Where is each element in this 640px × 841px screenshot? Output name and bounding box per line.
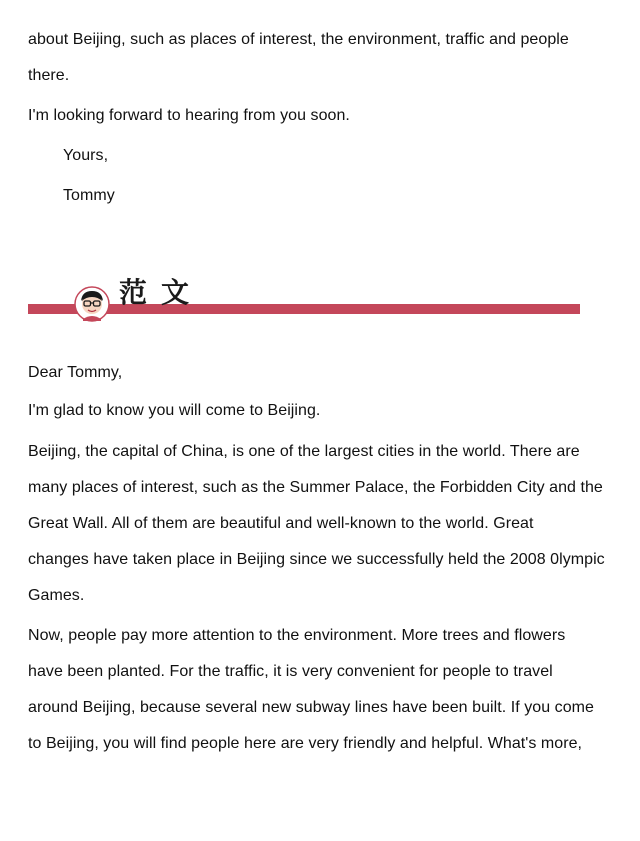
top-text-line-3: I'm looking forward to hearing from you soon.: [28, 107, 350, 124]
signature-text: Tommy: [63, 187, 115, 204]
closing-text: Yours,: [63, 147, 109, 164]
letter-line-7: Now, people pay more attention to the environment. More trees and flowers: [28, 627, 566, 644]
letter-greeting: Dear Tommy,: [28, 364, 123, 381]
letter-line-2: Beijing, the capital of China, is one of the largest cities in the world. There are: [28, 443, 580, 460]
letter-line-3: many places of interest, such as the Summer Palace, the Forbidden City and the: [28, 479, 603, 496]
letter-line-8: have been planted. For the traffic, it is very convenient for people to travel: [28, 663, 553, 680]
section-header: [28, 270, 580, 330]
letter-line-10: to Beijing, you will find people here are very friendly and helpful. What's more,: [28, 735, 583, 752]
top-text-line-2: there.: [28, 67, 70, 84]
cartoon-teacher-avatar-icon: [74, 286, 110, 322]
letter-line-9: around Beijing, because several new subway lines have been built. If you come: [28, 699, 594, 716]
letter-line-5: changes have taken place in Beijing since we successfully held the 2008 0lympic: [28, 551, 605, 568]
letter-line-4: Great Wall. All of them are beautiful and well-known to the world. Great: [28, 515, 534, 532]
letter-line-6: Games.: [28, 587, 85, 604]
section-title: 范文: [119, 276, 204, 309]
top-text-line-1: about Beijing, such as places of interest, the environment, traffic and people: [28, 31, 569, 48]
letter-line-1: I'm glad to know you will come to Beijing.: [28, 402, 321, 419]
section-divider-bar: [28, 304, 580, 314]
